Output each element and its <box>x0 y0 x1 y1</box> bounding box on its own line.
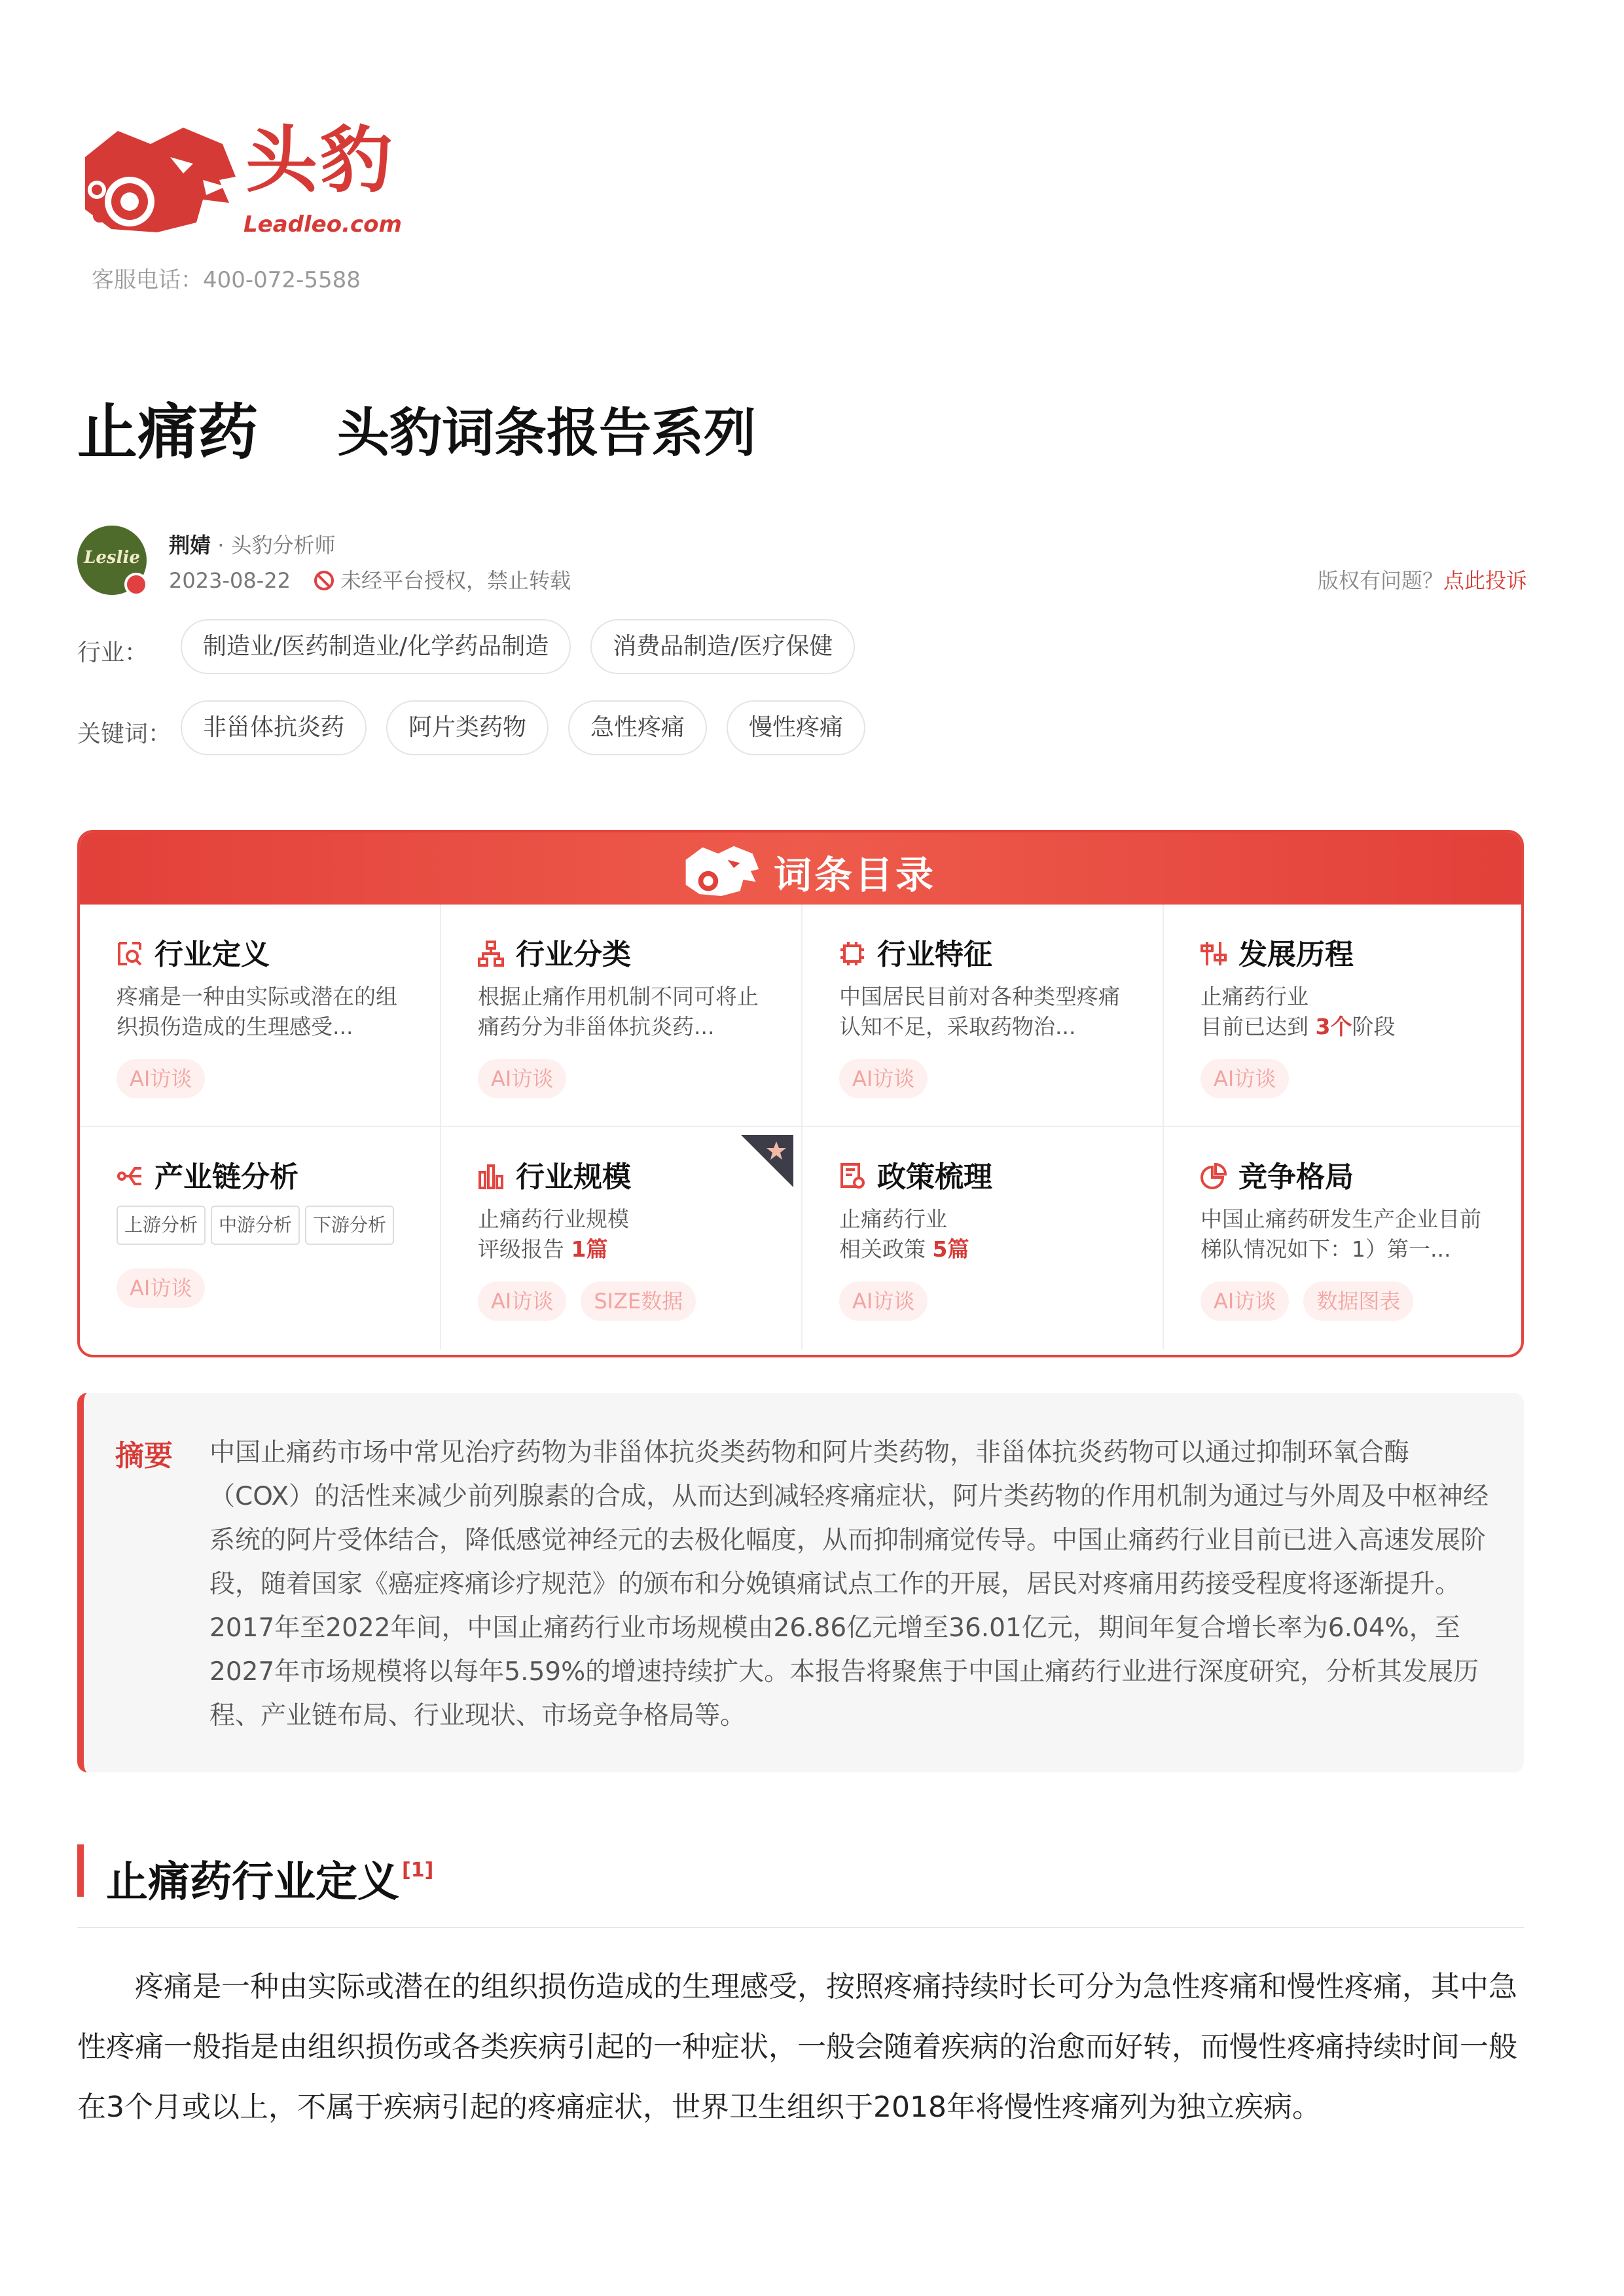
summary-text: 中国止痛药市场中常见治疗药物为非甾体抗炎类药物和阿片类药物，非甾体抗炎药物可以通过抑制环氧合酶（COX）的活性来减少前列腺素的合成，从而达到减轻疼痛症状，阿片类药物的作用机制为通过与外周及中枢神经系统的阿片受体结合，降低感觉神经元的去极化幅度，从而抑制痛觉传导。中国止痛药行业目前已进入高速发展阶段，随着国家《癌症疼痛诊疗规范》的颁布和分娩镇痛试点工作的开展，居民对疼痛用药接受程度将逐渐提升。2017年至2022年间，中国止痛药行业市场规模由26.86亿元增至36.01亿元，期间年复合增长率为6.04%，至2027年市场规模将以每年5.59%的增速持续扩大。本报告将聚焦于中国止痛药行业进行深度研究，分析其发展历程、产业链布局、行业现状、市场竞争格局等。 <box>209 1438 1489 1731</box>
size-data-pill[interactable]: SIZE数据 <box>581 1282 696 1321</box>
ai-interview-pill[interactable]: AI访谈 <box>117 1059 205 1098</box>
keyword-tag[interactable]: 慢性疼痛 <box>727 700 865 755</box>
ai-interview-pill[interactable]: AI访谈 <box>478 1059 566 1098</box>
customer-hotline: 客服电话：400-072-5588 <box>92 267 361 293</box>
keywords-row <box>77 700 885 755</box>
report-link[interactable]: 点此投诉 <box>1443 568 1527 593</box>
bar-chart-icon <box>478 1163 504 1189</box>
date-line <box>169 564 571 594</box>
page-subtitle: 头豹词条报告系列 <box>337 403 756 463</box>
industry-row <box>77 619 875 674</box>
summary-box <box>77 1393 1524 1772</box>
dir-cell-desc: 中国居民目前对各种类型疼痛认知不足，采取药物治... <box>839 984 1120 1039</box>
chain-icon <box>117 1163 143 1189</box>
keyword-tag[interactable]: 非甾体抗炎药 <box>181 700 367 755</box>
publish-date: 2023-08-22 <box>169 568 291 593</box>
dir-cell-definition[interactable] <box>80 905 441 1127</box>
leopard-logo-icon <box>681 840 762 898</box>
star-badge-icon <box>741 1135 793 1187</box>
downstream-tag[interactable]: 下游分析 <box>305 1206 394 1245</box>
dir-cell-chain[interactable] <box>80 1127 441 1350</box>
dir-cell-classification[interactable] <box>441 905 803 1127</box>
avatar-text: Leslie <box>84 548 140 567</box>
directory-title: 词条目录 <box>774 853 937 897</box>
dir-cell-title: 产业链分析 <box>117 1153 298 1195</box>
dir-cell-title: 行业分类 <box>478 931 631 973</box>
section-title: 止痛药行业定义 [1] <box>106 1858 434 1907</box>
author-name: 荆婧 <box>169 533 211 558</box>
dir-cell-title: 发展历程 <box>1200 931 1354 973</box>
dir-cell-competition[interactable] <box>1164 1127 1524 1350</box>
avatar-badge-icon <box>124 573 148 596</box>
dir-cell-policy[interactable] <box>803 1127 1164 1350</box>
section-accent-bar <box>77 1844 84 1897</box>
summary-label: 摘要 <box>115 1439 173 1473</box>
brand-logo <box>72 118 402 249</box>
dir-cell-features[interactable] <box>803 905 1164 1127</box>
timeline-icon <box>1200 941 1227 967</box>
pie-icon <box>1200 1163 1227 1189</box>
dir-cell-desc: 止痛药行业规模 评级报告 1篇 <box>478 1206 629 1262</box>
directory-header <box>80 833 1521 905</box>
dir-cell-title: 竞争格局 <box>1200 1153 1354 1195</box>
dir-cell-desc: 中国止痛药研发生产企业目前梯队情况如下：1）第一... <box>1200 1206 1481 1262</box>
keywords-label: 关键词： <box>77 721 172 747</box>
report-prefix: 版权有问题？ <box>1317 568 1443 593</box>
dir-cell-desc: 根据止痛作用机制不同可将止痛药分为非甾体抗炎药... <box>478 984 759 1039</box>
dir-cell-desc: 疼痛是一种由实际或潜在的组织损伤造成的生理感受... <box>117 984 397 1039</box>
ai-interview-pill[interactable]: AI访谈 <box>839 1282 928 1321</box>
directory-panel <box>77 830 1524 1357</box>
chip-icon <box>839 941 865 967</box>
industry-tag[interactable]: 制造业/医药制造业/化学药品制造 <box>181 619 571 674</box>
dir-cell-title: 行业特征 <box>839 931 992 973</box>
data-chart-pill[interactable]: 数据图表 <box>1303 1282 1413 1321</box>
ai-interview-pill[interactable]: AI访谈 <box>839 1059 928 1098</box>
chain-tags <box>117 1206 399 1245</box>
hierarchy-icon <box>478 941 504 967</box>
keyword-tag[interactable]: 阿片类药物 <box>386 700 549 755</box>
industry-label: 行业： <box>77 639 149 666</box>
search-doc-icon <box>117 941 143 967</box>
industry-tag[interactable]: 消费品制造/医疗保健 <box>590 619 855 674</box>
brand-name: 头豹 <box>245 118 395 202</box>
upstream-tag[interactable]: 上游分析 <box>117 1206 206 1245</box>
author-role: · 头豹分析师 <box>211 533 336 558</box>
copyright-notice: 未经平台授权，禁止转载 <box>340 568 571 593</box>
author-line <box>169 529 336 559</box>
copyright-report <box>1318 564 1527 594</box>
midstream-tag[interactable]: 中游分析 <box>211 1206 300 1245</box>
page-title: 止痛药 <box>77 397 259 467</box>
dir-cell-title: 政策梳理 <box>839 1153 992 1195</box>
ai-interview-pill[interactable]: AI访谈 <box>478 1282 566 1321</box>
leopard-logo-icon <box>72 118 242 249</box>
section-body: 疼痛是一种由实际或潜在的组织损伤造成的生理感受，按照疼痛持续时长可分为急性疼痛和慢性疼痛，其中急性疼痛一般指是由组织损伤或各类疾病引起的一种症状，一般会随着疾病的治愈而好转，而慢性疼痛持续时间一般在3个月或以上，不属于疾病引起的疼痛症状，世界卫生组织于2018年将慢性疼痛列为独立疾病。 <box>77 1970 1517 2124</box>
dir-cell-history[interactable] <box>1164 905 1524 1127</box>
dir-cell-title: 行业规模 <box>478 1153 631 1195</box>
policy-doc-icon <box>839 1163 865 1189</box>
dir-cell-desc: 止痛药行业 目前已达到 3个阶段 <box>1200 984 1396 1039</box>
keyword-tag[interactable]: 急性疼痛 <box>568 700 707 755</box>
ai-interview-pill[interactable]: AI访谈 <box>117 1268 205 1308</box>
section-reference[interactable]: [1] <box>402 1859 434 1882</box>
dir-cell-title: 行业定义 <box>117 931 270 973</box>
dir-cell-scale[interactable] <box>441 1127 803 1350</box>
ai-interview-pill[interactable]: AI访谈 <box>1200 1282 1289 1321</box>
section-divider <box>77 1927 1524 1928</box>
ban-icon <box>314 571 334 590</box>
dir-cell-desc: 止痛药行业 相关政策 5篇 <box>839 1206 969 1262</box>
ai-interview-pill[interactable]: AI访谈 <box>1200 1059 1289 1098</box>
brand-site: Leadleo.com <box>244 211 402 238</box>
